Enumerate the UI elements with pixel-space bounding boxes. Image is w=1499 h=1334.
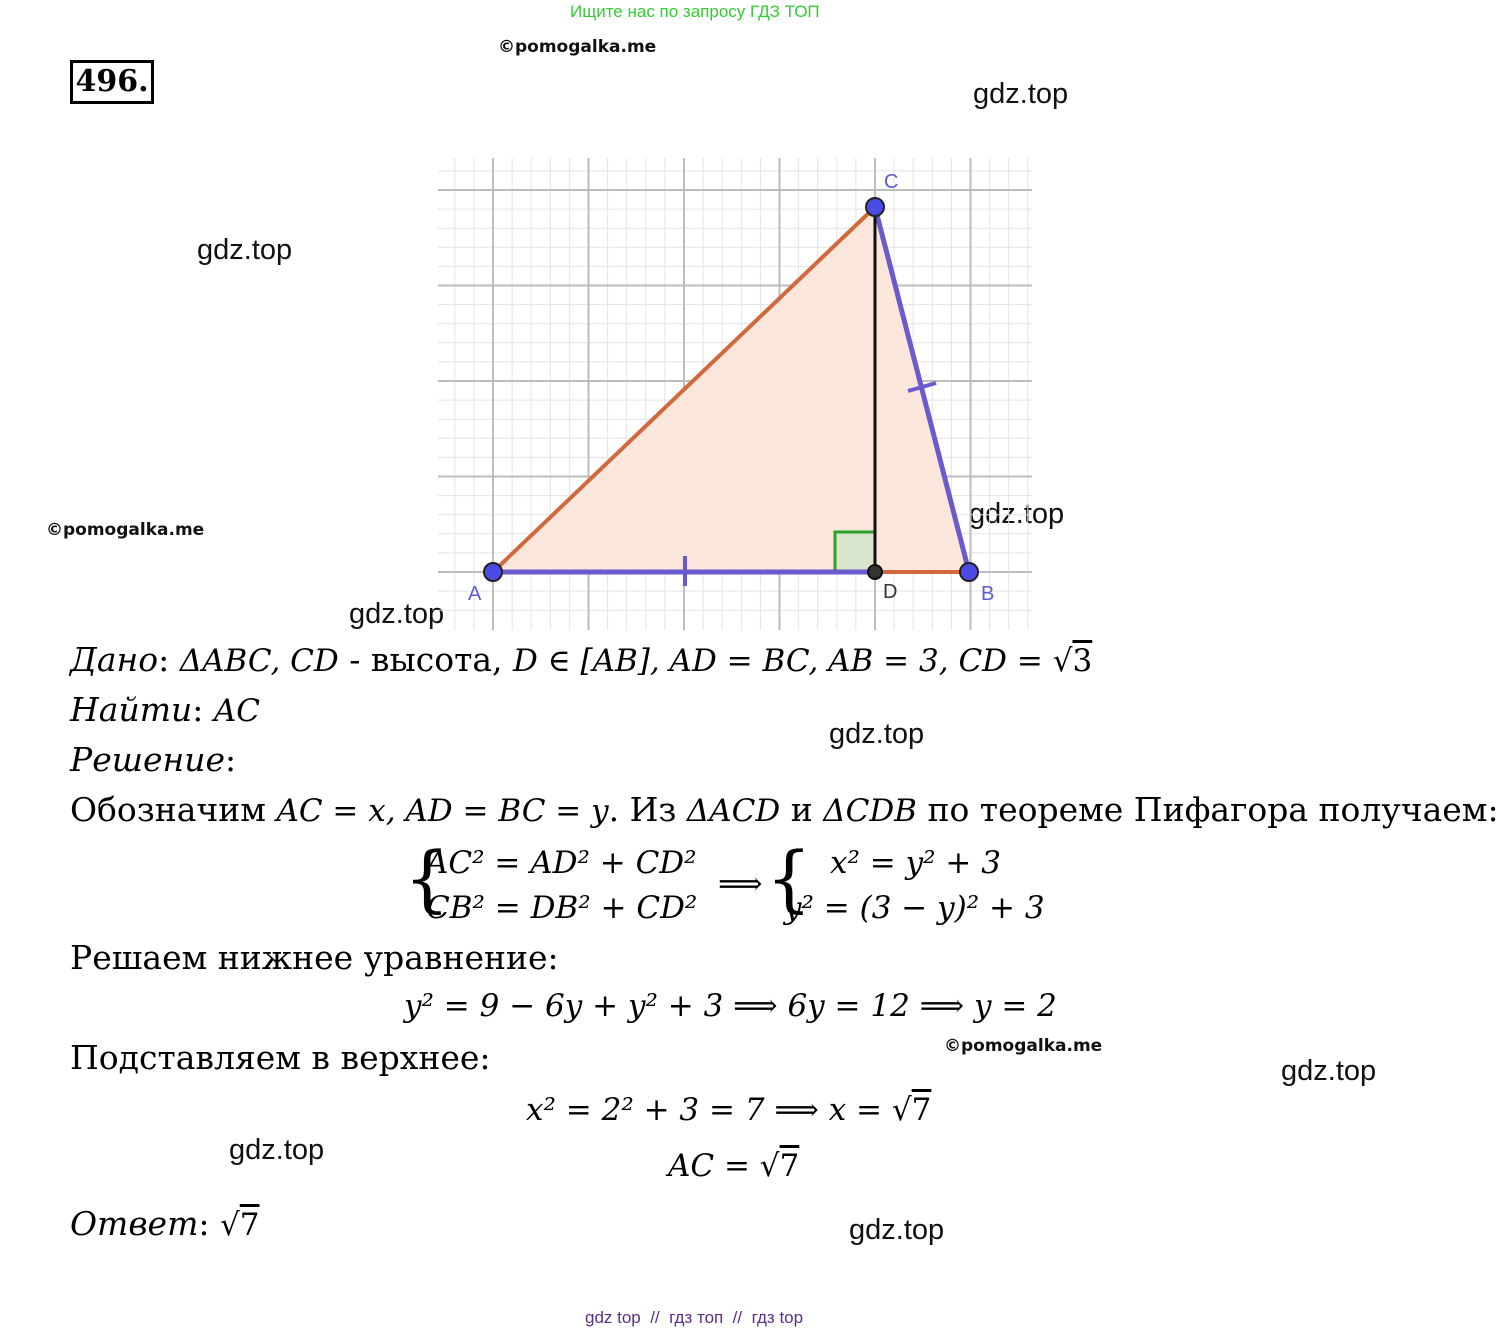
label-a: A (468, 583, 482, 605)
left-brace: { (404, 836, 450, 920)
system-right-row2: y² = (3 − y)² + 3 (784, 890, 1045, 926)
label-b: B (981, 583, 995, 605)
answer-sqrt: 7 (239, 1207, 260, 1243)
watermark-gdz: gdz.top (849, 1214, 945, 1246)
problem-number: 496. (70, 60, 154, 104)
watermark-pomogalka: ©pomogalka.me (498, 37, 657, 57)
watermark-gdz: gdz.top (829, 718, 925, 750)
watermark-gdz: gdz.top (973, 78, 1069, 110)
watermark-gdz: gdz.top (969, 498, 1065, 530)
step1-suffix: по теореме Пифагора получаем: (916, 790, 1499, 829)
watermark-gdz: gdz.top (197, 234, 293, 266)
find-line: Найти: AC (70, 690, 260, 729)
point-b (960, 563, 978, 581)
label-c: C (884, 171, 899, 193)
find-value: AC (213, 693, 260, 729)
given-triangle: ΔABC, CD (179, 643, 339, 679)
step1-triangle-acd: ΔACD (686, 793, 781, 829)
solution-label: Решение (70, 740, 226, 779)
point-d (868, 565, 882, 579)
step1-line (70, 790, 1499, 829)
system-right-row1: x² = y² + 3 (830, 845, 1001, 881)
solution-line: Решение: (70, 740, 237, 779)
step1-prefix: Обозначим (70, 790, 277, 829)
given-line: Дано: ΔABC, CD - высота, D ∈ [AB], AD = BC, AB = 3, CD = √3 (70, 640, 1093, 679)
triangle-figure (438, 158, 1032, 630)
equation-2: y² = 9 − 6y + y² + 3 ⟹ 6y = 12 ⟹ y = 2 (404, 988, 1057, 1024)
given-label: Дано (70, 640, 159, 679)
equation-4-sqrt: 7 (779, 1148, 800, 1184)
system-left-row2: CB² = DB² + CD² (426, 890, 698, 926)
given-height-text: - высота, (338, 640, 513, 679)
point-c (866, 198, 884, 216)
equation-3-lhs: x² = 2² + 3 = 7 ⟹ x = (526, 1092, 892, 1128)
find-label: Найти (70, 690, 193, 729)
step1-and: и (780, 790, 824, 829)
right-angle-mark (835, 532, 875, 572)
equation-4: AC = √7 (668, 1148, 800, 1184)
answer-line: Ответ: √7 (70, 1204, 260, 1243)
watermark-gdz: gdz.top (229, 1134, 325, 1166)
label-d: D (883, 581, 898, 603)
triangle-fill (493, 207, 969, 572)
watermark-pomogalka: ©pomogalka.me (46, 520, 205, 540)
watermark-gdz: gdz.top (349, 598, 445, 630)
answer-label: Ответ (70, 1204, 199, 1243)
equation-3-sqrt: 7 (911, 1092, 932, 1128)
step1-triangle-cdb: ΔCDB (823, 793, 917, 829)
point-a (484, 563, 502, 581)
watermark-pomogalka: ©pomogalka.me (944, 1036, 1103, 1056)
step1-vars: AC = x, AD = BC = y (276, 793, 609, 829)
given-sqrt-value: 3 (1072, 643, 1093, 679)
step1-mid: . Из (608, 790, 687, 829)
bottom-footer: gdz top // гдз топ // гдз top (585, 1308, 804, 1327)
top-banner: Ищите нас по запросу ГДЗ ТОП (570, 2, 820, 21)
equation-4-lhs: AC = (668, 1148, 760, 1184)
implies-arrow: ⟹ (718, 866, 763, 902)
watermark-gdz: gdz.top (1281, 1055, 1377, 1087)
system-left-row1: AC² = AD² + CD² (426, 845, 697, 881)
equation-3: x² = 2² + 3 = 7 ⟹ x = √7 (526, 1092, 932, 1128)
step2-text: Решаем нижнее уравнение: (70, 938, 559, 977)
right-brace: { (766, 836, 812, 920)
step3-text: Подставляем в верхнее: (70, 1038, 491, 1077)
given-conditions: D ∈ [AB], AD = BC, AB = 3, CD = (512, 643, 1053, 679)
